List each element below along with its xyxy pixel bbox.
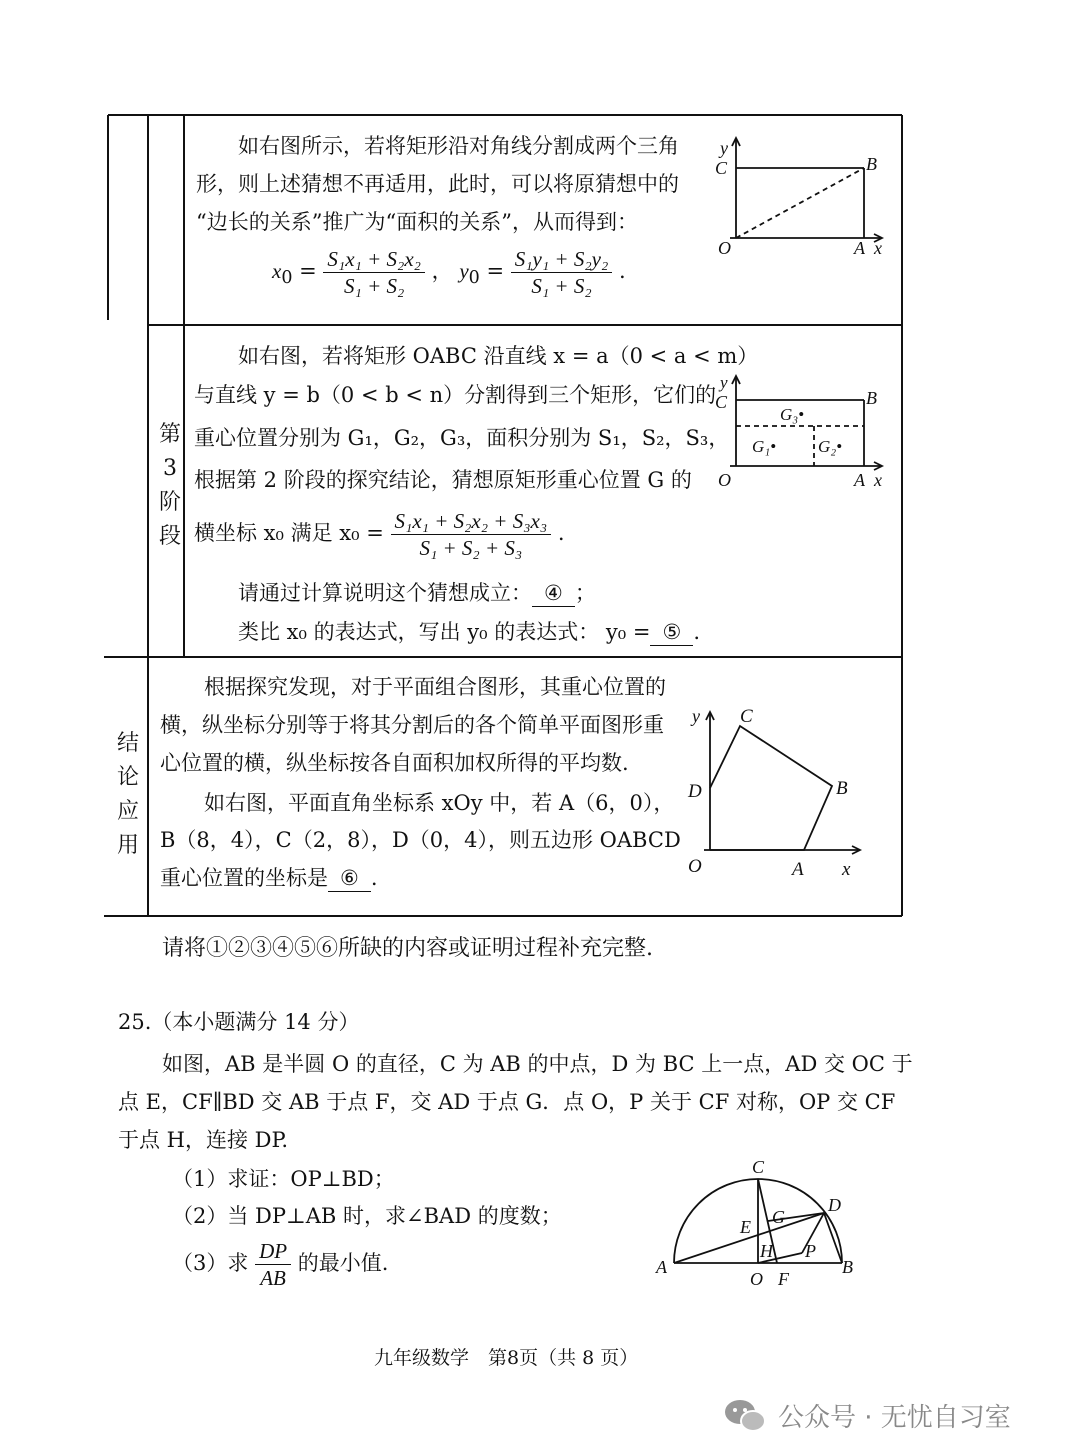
fig3-label-D: D	[688, 781, 702, 802]
fig4-label-A: A	[656, 1257, 667, 1277]
x0-symbol: x	[272, 259, 282, 283]
wechat-icon	[722, 1395, 768, 1435]
fig1-label-x: x	[874, 238, 882, 258]
fig4-label-F: F	[778, 1269, 789, 1289]
fig4-label-O: O	[750, 1269, 763, 1289]
fig3-label-x: x	[842, 859, 851, 880]
fig1-label-y: y	[720, 138, 728, 158]
x0-weighted-fraction: $\frac{\text{S₁x₁ + S₂x₂ + S₃x₃}}{\text{S₁ + S₂ + S₃}}$	[391, 508, 552, 561]
fig4-label-E: E	[740, 1217, 751, 1237]
fig4-label-P: P	[805, 1241, 816, 1261]
fig4-label-C: C	[752, 1157, 765, 1177]
x0-fraction: $\frac{\text{S₁x₁ + S₂x₂}}{\text{S₁ + S₂}}$	[323, 246, 425, 299]
stage3-mid-formula: 横坐标 x₀ 满足 x₀ = $\frac{\text{S₁x₁ + S₂x₂ + S₃x₃}}{\text{S₁ + S₂ + S₃}}$ .	[194, 509, 565, 560]
fig3-label-B: B	[836, 778, 848, 799]
watermark	[722, 1395, 1011, 1435]
fig4-label-H: H	[760, 1241, 773, 1261]
fig2-label-O: O	[718, 470, 731, 490]
q25-part3: （3）求 $\frac{DP}{AB}$ 的最小值.	[172, 1239, 389, 1290]
fig2-label-y: y	[720, 373, 728, 392]
stage3-mid-line1: 如右图，若将矩形 OABC 沿直线 x = a（0 < a < m）	[238, 344, 759, 368]
fig3-label-A: A	[792, 859, 804, 880]
q25-part2: （2）当 DP⊥AB 时，求∠BAD 的度数；	[172, 1204, 562, 1228]
fig1-label-A: A	[854, 238, 865, 258]
answer-blank-6[interactable]: ⑥	[328, 865, 371, 892]
stage3-formula-row: $x_0$ = $\frac{\text{S₁x₁ + S₂x₂}}{\text{S₁ + S₂}}$ ， $y_0$ = $\frac{\text{S₁y₁ + S₂y₂}}{\text{S₁ + S₂}}$ .	[272, 247, 626, 298]
y0-fraction: $\frac{\text{S₁y₁ + S₂y₂}}{\text{S₁ + S₂}}$	[511, 246, 613, 299]
fig2-label-B: B	[866, 388, 877, 408]
stage3-top-line3: “边长的关系”推广为“面积的关系”，从而得到：	[196, 210, 638, 234]
q25-part1: （1）求证：OP⊥BD；	[172, 1167, 395, 1191]
fig2-label-G2: G₂•	[818, 437, 843, 456]
fig4-label-D: D	[828, 1195, 841, 1215]
stage3-mid-line7: 类比 x₀ 的表达式，写出 y₀ 的表达式： y₀ = ⑤ .	[238, 620, 700, 644]
dp-over-ab-fraction: $\frac{DP}{AB}$	[255, 1238, 291, 1291]
conclusion-line5: B（8，4），C（2，8），D（0，4），则五边形 OABCD	[160, 828, 681, 852]
fig2-label-x: x	[874, 470, 882, 490]
conclusion-line3: 心位置的横，纵坐标按各自面积加权所得的平均数.	[160, 751, 629, 775]
fig4-label-G: G	[772, 1207, 785, 1227]
fill-in-instruction: 请将①②③④⑤⑥所缺的内容或证明过程补充完整.	[162, 936, 653, 961]
fig1-label-O: O	[718, 238, 731, 258]
fig3-label-O: O	[688, 856, 702, 877]
stage3-top-line2: 形，则上述猜想不再适用，此时，可以将原猜想中的	[196, 172, 679, 196]
stage3-top-line1: 如右图所示，若将矩形沿对角线分割成两个三角	[238, 134, 679, 158]
q25-header: 25.（本小题满分 14 分）	[118, 1010, 360, 1034]
stage3-mid-line2: 与直线 y = b（0 < b < n）分割得到三个矩形，它们的	[194, 383, 717, 407]
stage3-mid-line4: 根据第 2 阶段的探究结论，猜想原矩形重心位置 G 的	[194, 468, 692, 492]
q25-line3: 于点 H，连接 DP.	[118, 1128, 289, 1152]
fig2-label-C: C	[715, 392, 728, 412]
q25-line1: 如图，AB 是半圆 O 的直径，C 为 AB 的中点，D 为 BC 上一点，AD 交 OC 于	[162, 1052, 913, 1076]
fig3-label-C: C	[740, 706, 753, 727]
conclusion-line2: 横，纵坐标分别等于将其分割后的各个简单平面图形重	[160, 713, 664, 737]
figure-pentagon	[680, 700, 880, 885]
stage3-label: 第3阶段	[158, 422, 181, 549]
stage3-mid-line3: 重心位置分别为 G₁，G₂，G₃，面积分别为 S₁，S₂，S₃，	[194, 426, 730, 450]
figure-three-rectangles	[700, 370, 900, 495]
figure-rect-diagonal	[700, 130, 900, 260]
conclusion-line4: 如右图，平面直角坐标系 xOy 中，若 A（6，0），	[204, 791, 675, 815]
conclusion-line6: 重心位置的坐标是 ⑥ .	[160, 866, 378, 890]
fig3-label-y: y	[692, 706, 700, 726]
fig2-label-G3: G₃•	[780, 405, 805, 424]
y0-symbol: y	[459, 259, 469, 283]
x0-subscript: 0	[281, 268, 293, 289]
conclusion-label: 结论应用	[116, 731, 139, 858]
conclusion-line1: 根据探究发现，对于平面组合图形，其重心位置的	[204, 675, 666, 699]
q25-line2: 点 E，CF∥BD 交 AB 于点 F，交 AD 于点 G．点 O，P 关于 CF 对称，OP 交 CF	[118, 1090, 896, 1114]
fig4-label-B: B	[842, 1257, 853, 1277]
fig1-label-B: B	[866, 154, 877, 174]
fig2-label-G1: G₁•	[752, 437, 777, 456]
fig1-label-C: C	[715, 158, 728, 178]
answer-blank-4[interactable]: ④	[532, 580, 575, 607]
figure-semicircle	[650, 1155, 870, 1290]
fig2-label-A: A	[854, 470, 865, 490]
stage3-mid-line6: 请通过计算说明这个猜想成立： ④ ；	[238, 581, 596, 605]
answer-blank-5[interactable]: ⑤	[650, 619, 693, 646]
watermark-text: 公众号 · 无忧自习室	[778, 1402, 1011, 1433]
page-footer: 九年级数学 第8页（共 8 页）	[374, 1347, 639, 1369]
